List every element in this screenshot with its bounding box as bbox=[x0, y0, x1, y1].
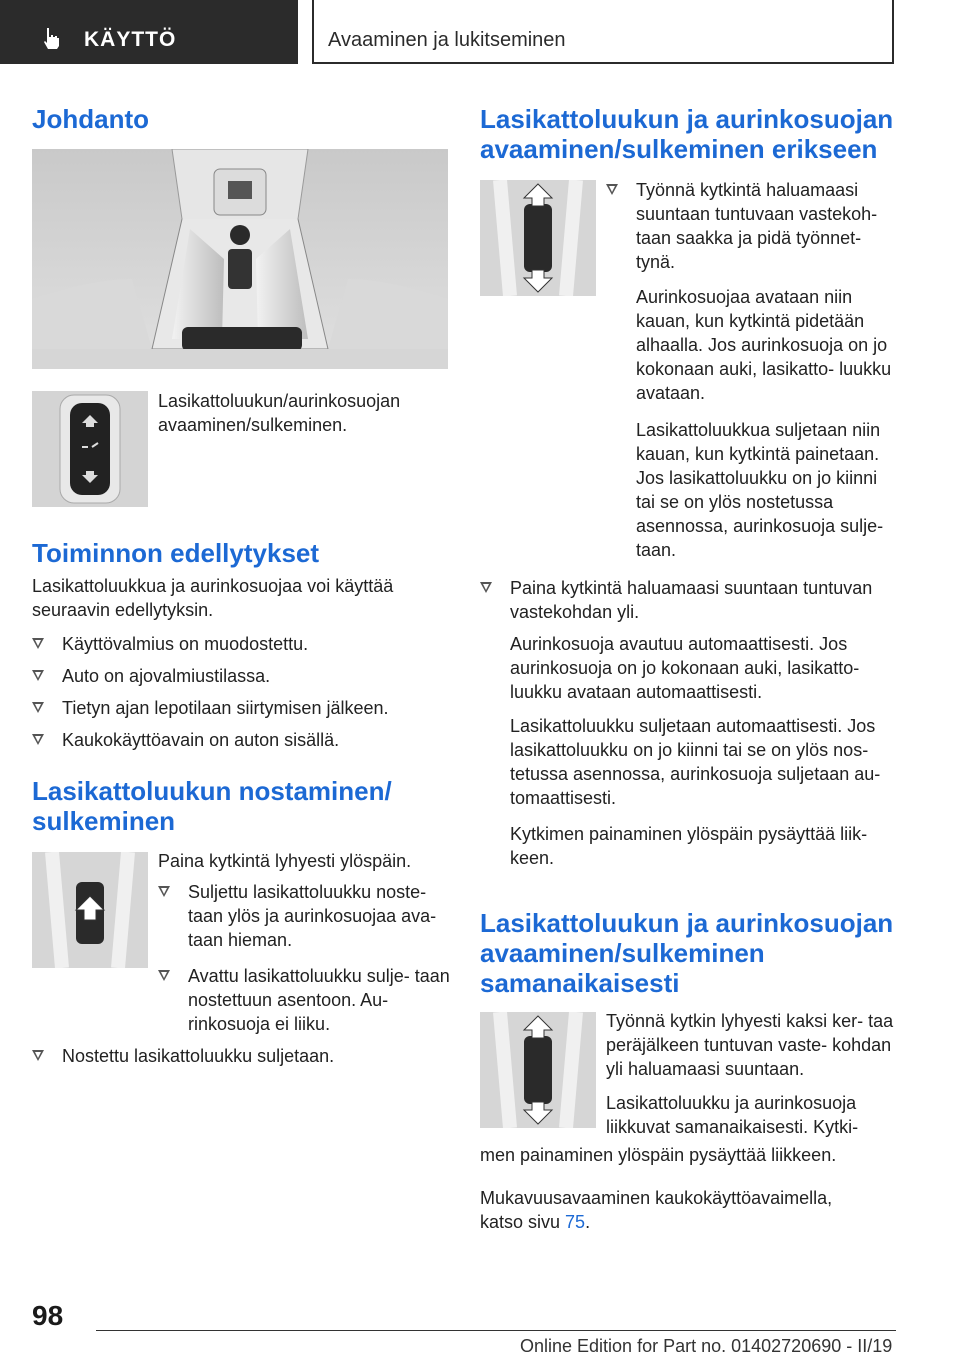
switch-updown-image-2 bbox=[480, 1012, 596, 1128]
paragraph: Kytkimen painaminen ylöspäin pysäyttää liik- keen. bbox=[510, 824, 868, 868]
raise-text: Paina kytkintä lyhyesti ylöspäin. bbox=[158, 851, 412, 871]
triangle-bullet-icon bbox=[32, 638, 44, 649]
page-link[interactable]: 75 bbox=[565, 1212, 586, 1232]
triangle-bullet-icon bbox=[32, 1050, 44, 1061]
page-header bbox=[312, 0, 894, 64]
triangle-bullet-icon bbox=[32, 734, 44, 745]
intro-caption: Lasikattoluukun/aurinkosuojan avaaminen/sulkeminen. bbox=[158, 391, 401, 435]
triangle-bullet-icon bbox=[480, 582, 492, 593]
switch-up-image bbox=[32, 852, 148, 968]
triangle-bullet-icon bbox=[158, 886, 170, 897]
heading-raise: Lasikattoluukun nostaminen/ sulkeminen bbox=[32, 776, 392, 836]
section-label: KÄYTTÖ bbox=[84, 28, 177, 51]
page-number: 98 bbox=[32, 1300, 64, 1331]
footer-divider bbox=[96, 1330, 896, 1331]
paragraph: Aurinkosuojaa avataan niin kauan, kun kytkintä pidetään alhaalla. Jos aurinkosuoja on jo kokonaan auki, lasikatto- luukku avataan. bbox=[636, 287, 892, 403]
paragraph: men painaminen ylöspäin pysäyttää liikkeen. bbox=[480, 1145, 837, 1165]
page-title: Avaaminen ja lukitseminen bbox=[328, 29, 566, 51]
headliner-image bbox=[32, 149, 448, 369]
conditions-text: Lasikattoluukkua ja aurinkosuojaa voi käyttää seuraavin edellytyksin. bbox=[32, 576, 394, 620]
edition-text: Online Edition for Part no. 01402720690 - II/19 bbox=[520, 1336, 893, 1356]
section-tab[interactable] bbox=[0, 0, 298, 64]
paragraph: Lasikattoluukku ja aurinkosuoja liikkuvat samanaikaisesti. Kytki- bbox=[606, 1093, 859, 1137]
triangle-bullet-icon bbox=[158, 970, 170, 981]
paragraph: Lasikattoluukkua suljetaan niin kauan, kun kytkintä painetaan. Jos lasikattoluukku on jo kiinni tai se on ylös nostetussa asennossa, aurinkosuoja sulje- taan. bbox=[636, 420, 884, 560]
switch-closeup-image bbox=[32, 391, 148, 507]
paragraph: Aurinkosuoja avautuu automaattisesti. Jos aurinkosuoja on jo kokonaan auki, lasikatto- luukku avataan automaattisesti. bbox=[510, 634, 860, 702]
triangle-bullet-icon bbox=[32, 670, 44, 681]
paragraph: Lasikattoluukku suljetaan automaattisesti. Jos lasikattoluukku on jo kiinni tai se on ylös nos- tetussa asennossa, aurinkosuoja suljetaan au- tomaattisesti. bbox=[510, 716, 881, 808]
triangle-bullet-icon bbox=[606, 184, 618, 195]
switch-updown-image bbox=[480, 180, 596, 296]
triangle-bullet-icon bbox=[32, 702, 44, 713]
hand-pointer-icon bbox=[40, 26, 64, 50]
paragraph: Työnnä kytkin lyhyesti kaksi ker- taa peräjälkeen tuntuvan vaste- kohdan yli haluamaasi suuntaan. bbox=[606, 1011, 894, 1079]
heading-intro: Johdanto bbox=[32, 104, 149, 134]
comfort-text: Mukavuusavaaminen kaukokäyttöavaimella, bbox=[480, 1188, 833, 1208]
heading-separate: Lasikattoluukun ja aurinkosuojan avaaminen/sulkeminen erikseen bbox=[480, 104, 894, 164]
heading-simultaneous: Lasikattoluukun ja aurinkosuojan avaaminen/sulkeminen samanaikaisesti bbox=[480, 908, 894, 998]
heading-conditions: Toiminnon edellytykset bbox=[32, 538, 320, 568]
comfort-text-line2: katso sivu 75. bbox=[480, 1212, 591, 1232]
